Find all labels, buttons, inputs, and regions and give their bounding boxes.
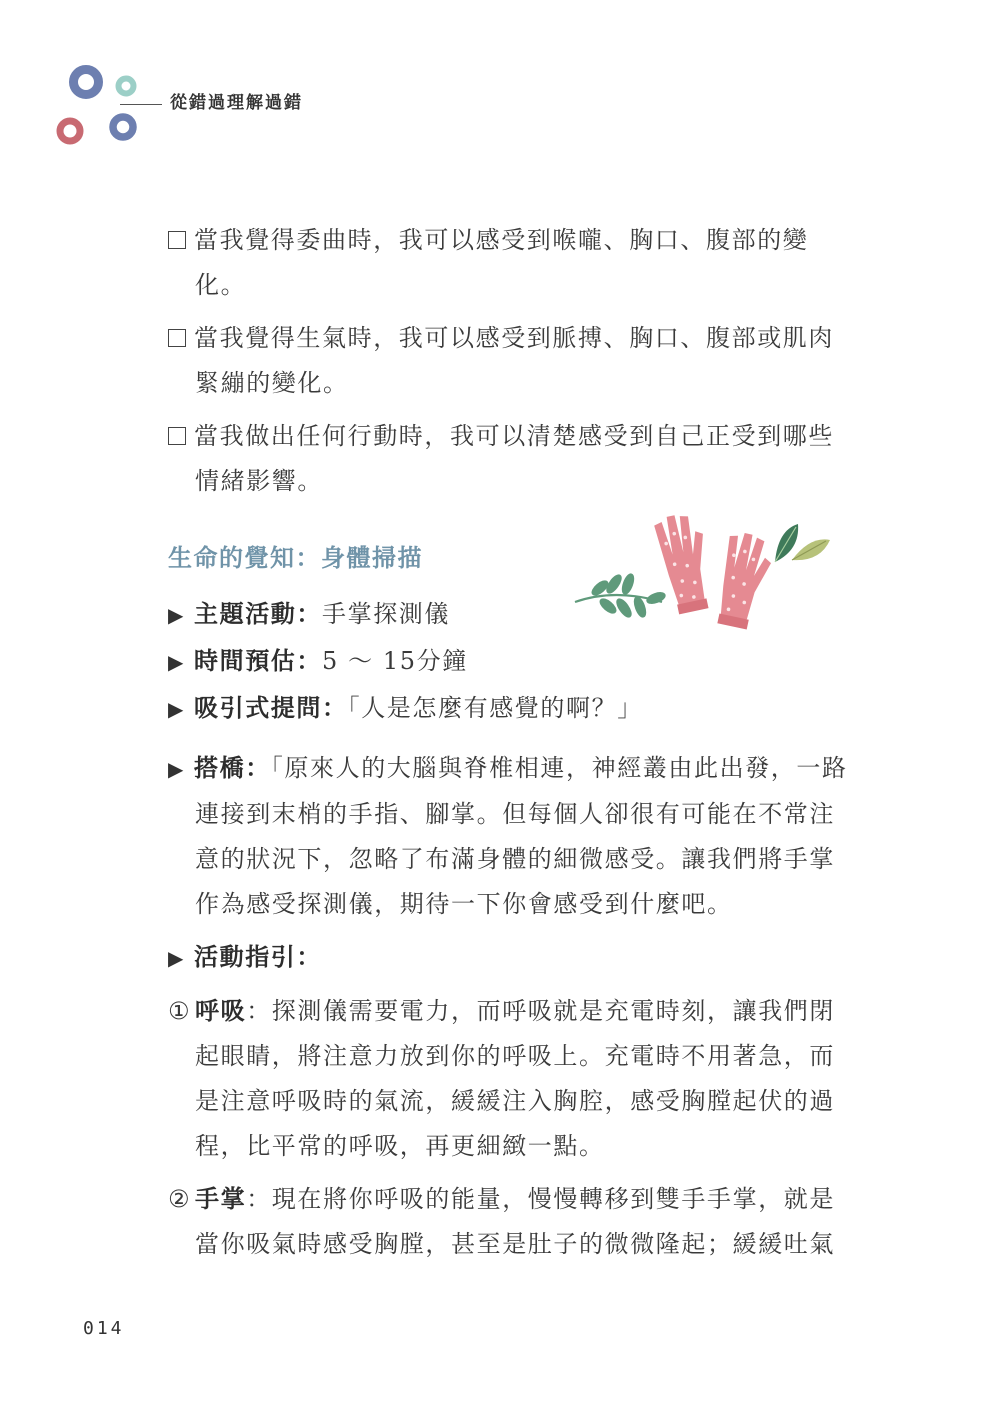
checkbox-icon [168, 427, 186, 445]
header-rule [120, 104, 162, 105]
step-text: ：現在將你呼吸的能量，慢慢轉移到雙手手掌，就是當你吸氣時感受胸膛，甚至是肚子的微微隆起；緩緩吐氣 [195, 1185, 836, 1258]
checkbox-icon [168, 329, 186, 347]
triangle-right-icon: ▶ [168, 603, 185, 627]
checklist-text: 當我覺得生氣時，我可以感受到脈搏、胸口、腹部或肌肉緊繃的變化。 [194, 324, 834, 397]
page-number: 014 [83, 1318, 125, 1339]
time-label: 時間預估： [194, 647, 322, 675]
step-number: ② [168, 1185, 192, 1213]
triangle-right-icon: ▶ [168, 757, 185, 781]
theme-item [168, 592, 848, 638]
step-label: 手掌 [195, 1185, 247, 1213]
checklist-item [168, 316, 848, 406]
triangle-right-icon: ▶ [168, 946, 185, 970]
checklist-item [168, 218, 848, 308]
triangle-right-icon: ▶ [168, 697, 185, 721]
bridge-text: 「原來人的大腦與脊椎相連，神經叢由此出發，一路連接到末梢的手指、腳掌。但每個人卻很有可能在不常注意的狀況下，忽略了布滿身體的細微感受。讓我們將手掌作為感受探測儀，期待一下你會感受到什麼吧。 [195, 754, 848, 918]
guide-label: 活動指引： [194, 943, 322, 971]
running-title: 從錯過理解過錯 [170, 93, 303, 113]
step-number: ① [168, 997, 192, 1025]
bridge-item [168, 746, 848, 927]
guide-item [168, 935, 848, 981]
step-label: 呼吸 [195, 997, 247, 1025]
time-value: 5 ～ 15分鐘 [322, 647, 468, 675]
step-item [168, 989, 848, 1169]
checklist-text: 當我做出任何行動時，我可以清楚感受到自己正受到哪些情緒影響。 [194, 422, 834, 495]
page-content [168, 218, 848, 1275]
step-text: ：探測儀需要電力，而呼吸就是充電時刻，讓我們閉起眼睛，將注意力放到你的呼吸上。充電時不用著急，而是注意呼吸時的氣流，緩緩注入胸腔，感受胸膛起伏的過程，比平常的呼吸，再更細緻一點。 [195, 997, 836, 1160]
question-label: 吸引式提問： [194, 694, 348, 722]
checkbox-icon [168, 231, 186, 249]
question-item [168, 686, 848, 732]
triangle-right-icon: ▶ [168, 650, 185, 674]
checklist-item [168, 414, 848, 504]
bridge-label: 搭橋： [194, 754, 271, 782]
theme-label: 主題活動： [194, 600, 322, 628]
time-item [168, 639, 848, 685]
circles-logo-icon [52, 62, 144, 148]
section-heading: 生命的覺知：身體掃描 [168, 544, 423, 572]
checklist-text: 當我覺得委曲時，我可以感受到喉嚨、胸口、腹部的變化。 [194, 226, 809, 299]
step-item [168, 1177, 848, 1267]
theme-value: 手掌探測儀 [322, 600, 450, 628]
question-value: 「人是怎麼有感覺的啊？」 [347, 694, 643, 722]
